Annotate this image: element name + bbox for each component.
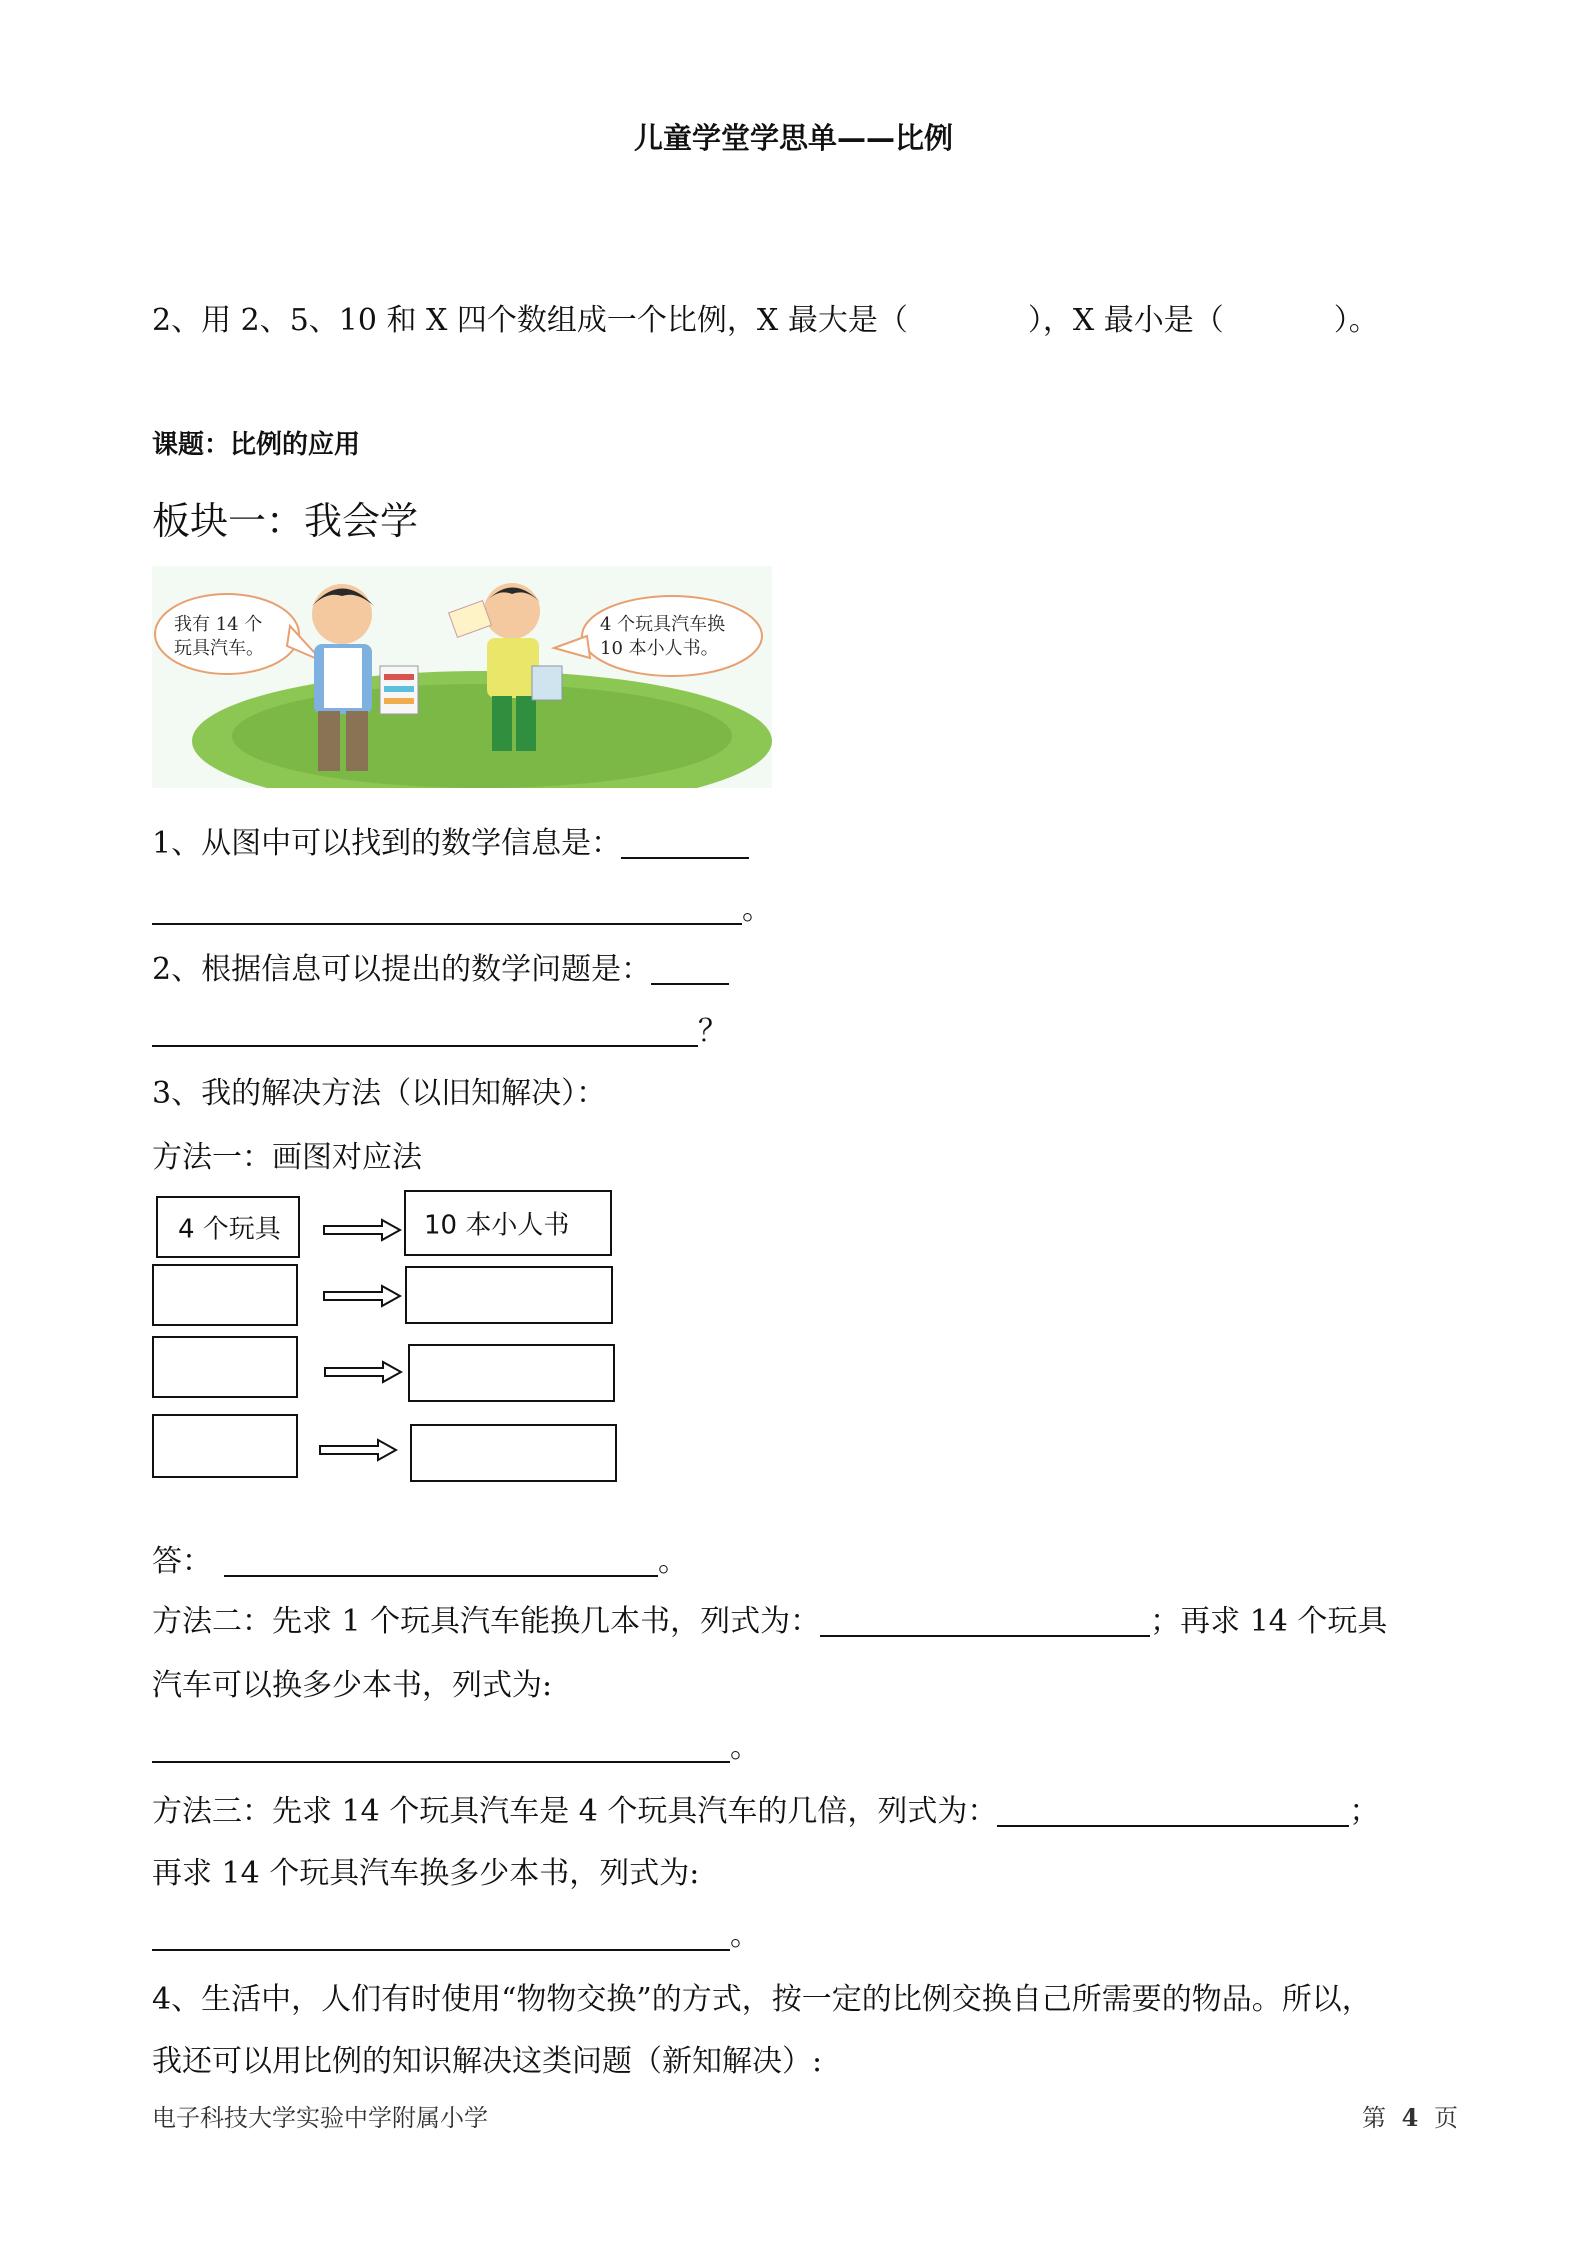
question-1 bbox=[152, 818, 749, 862]
page-prefix: 第 bbox=[1362, 2104, 1386, 2132]
question-1-line2 bbox=[152, 884, 772, 928]
method-3-sep: ； bbox=[1349, 1794, 1380, 1829]
page-suffix: 页 bbox=[1433, 2104, 1458, 2132]
method-3-line2: 再求 14 个玩具汽车换多少本书，列式为: bbox=[152, 1856, 700, 1891]
q2-top-text-2: ），X 最小是（ bbox=[1027, 303, 1224, 338]
method-2-sep: ；再求 14 个玩具 bbox=[1150, 1604, 1388, 1639]
bubble-right-line1: 4 个玩具汽车换 bbox=[600, 614, 726, 635]
illustration-image bbox=[152, 566, 772, 788]
bubble-left-line2: 玩具汽车。 bbox=[174, 638, 264, 659]
method-3-text-a: 方法三：先求 14 个玩具汽车是 4 个玩具汽车的几倍，列式为： bbox=[152, 1794, 998, 1829]
answer-blank[interactable] bbox=[224, 1545, 658, 1577]
method-2-line3 bbox=[152, 1722, 760, 1766]
box-left-label: 4 个玩具 bbox=[178, 1214, 281, 1245]
box-left-4[interactable] bbox=[152, 1414, 298, 1478]
q1-text: 1、从图中可以找到的数学信息是： bbox=[152, 826, 622, 861]
question-2-line2 bbox=[152, 1006, 728, 1050]
q2-top-text-1: 2、用 2、5、10 和 X 四个数组成一个比例，X 最大是（ bbox=[152, 303, 908, 338]
q2-text: 2、根据信息可以提出的数学问题是： bbox=[152, 952, 652, 987]
footer-page bbox=[1362, 2098, 1458, 2133]
method-3-blank-b[interactable] bbox=[152, 1919, 730, 1951]
bubble-right-line2: 10 本小人书。 bbox=[600, 638, 719, 659]
answer-end: 。 bbox=[658, 1544, 688, 1579]
answer-label: 答： bbox=[152, 1544, 212, 1579]
q2-blank-b[interactable] bbox=[152, 1015, 698, 1047]
method-2-text-a: 方法二：先求 1 个玩具汽车能换几本书，列式为： bbox=[152, 1604, 821, 1639]
q2-end: ？ bbox=[698, 1014, 728, 1049]
q2-top-text-3: ）。 bbox=[1333, 303, 1379, 338]
bubble-left-line1: 我有 14 个 bbox=[174, 614, 263, 635]
arrow-right-icon bbox=[322, 1218, 402, 1242]
topic-heading: 课题：比例的应用 bbox=[152, 430, 361, 460]
footer-school: 电子科技大学实验中学附属小学 bbox=[152, 2104, 488, 2132]
box-right-4[interactable] bbox=[410, 1424, 617, 1482]
method-2-blank-a[interactable] bbox=[820, 1605, 1150, 1637]
method-2-line2: 汽车可以换多少本书，列式为: bbox=[152, 1668, 553, 1703]
q2-blank-a[interactable] bbox=[651, 953, 729, 985]
illustration bbox=[152, 566, 772, 788]
box-left-3[interactable] bbox=[152, 1336, 298, 1398]
box-right-1 bbox=[404, 1190, 612, 1256]
question-2 bbox=[152, 944, 729, 988]
page-title: 儿童学堂学思单——比例 bbox=[633, 121, 953, 155]
box-right-3[interactable] bbox=[408, 1344, 615, 1402]
method-3-line1 bbox=[152, 1786, 1379, 1830]
method-2-line1 bbox=[152, 1596, 1387, 1640]
section-heading: 板块一：我会学 bbox=[152, 499, 419, 543]
question-4-line2: 我还可以用比例的知识解决这类问题（新知解决）: bbox=[152, 2044, 823, 2079]
box-left-2[interactable] bbox=[152, 1264, 298, 1326]
question-2-top bbox=[152, 295, 1379, 339]
box-right-label: 10 本小人书 bbox=[424, 1210, 570, 1241]
method-2-end: 。 bbox=[730, 1730, 760, 1765]
page-number: 4 bbox=[1401, 2103, 1419, 2132]
arrow-right-icon bbox=[322, 1284, 402, 1308]
question-3: 3、我的解决方法（以旧知解决）： bbox=[152, 1076, 607, 1111]
question-4-line1: 4、生活中，人们有时使用“物物交换”的方式，按一定的比例交换自己所需要的物品。所以， bbox=[152, 1982, 1372, 2017]
q1-blank-a[interactable] bbox=[621, 827, 749, 859]
answer-line bbox=[152, 1536, 688, 1580]
method-1-heading: 方法一：画图对应法 bbox=[152, 1140, 422, 1175]
box-left-1 bbox=[156, 1196, 300, 1258]
method-2-blank-b[interactable] bbox=[152, 1731, 730, 1763]
q1-blank-b[interactable] bbox=[152, 893, 742, 925]
method-3-line3 bbox=[152, 1910, 760, 1954]
arrow-right-icon bbox=[318, 1438, 398, 1462]
arrow-right-icon bbox=[323, 1360, 403, 1384]
method-3-end: 。 bbox=[730, 1918, 760, 1953]
method-3-blank-a[interactable] bbox=[997, 1795, 1349, 1827]
box-right-2[interactable] bbox=[405, 1266, 613, 1324]
q1-end: 。 bbox=[742, 892, 772, 927]
